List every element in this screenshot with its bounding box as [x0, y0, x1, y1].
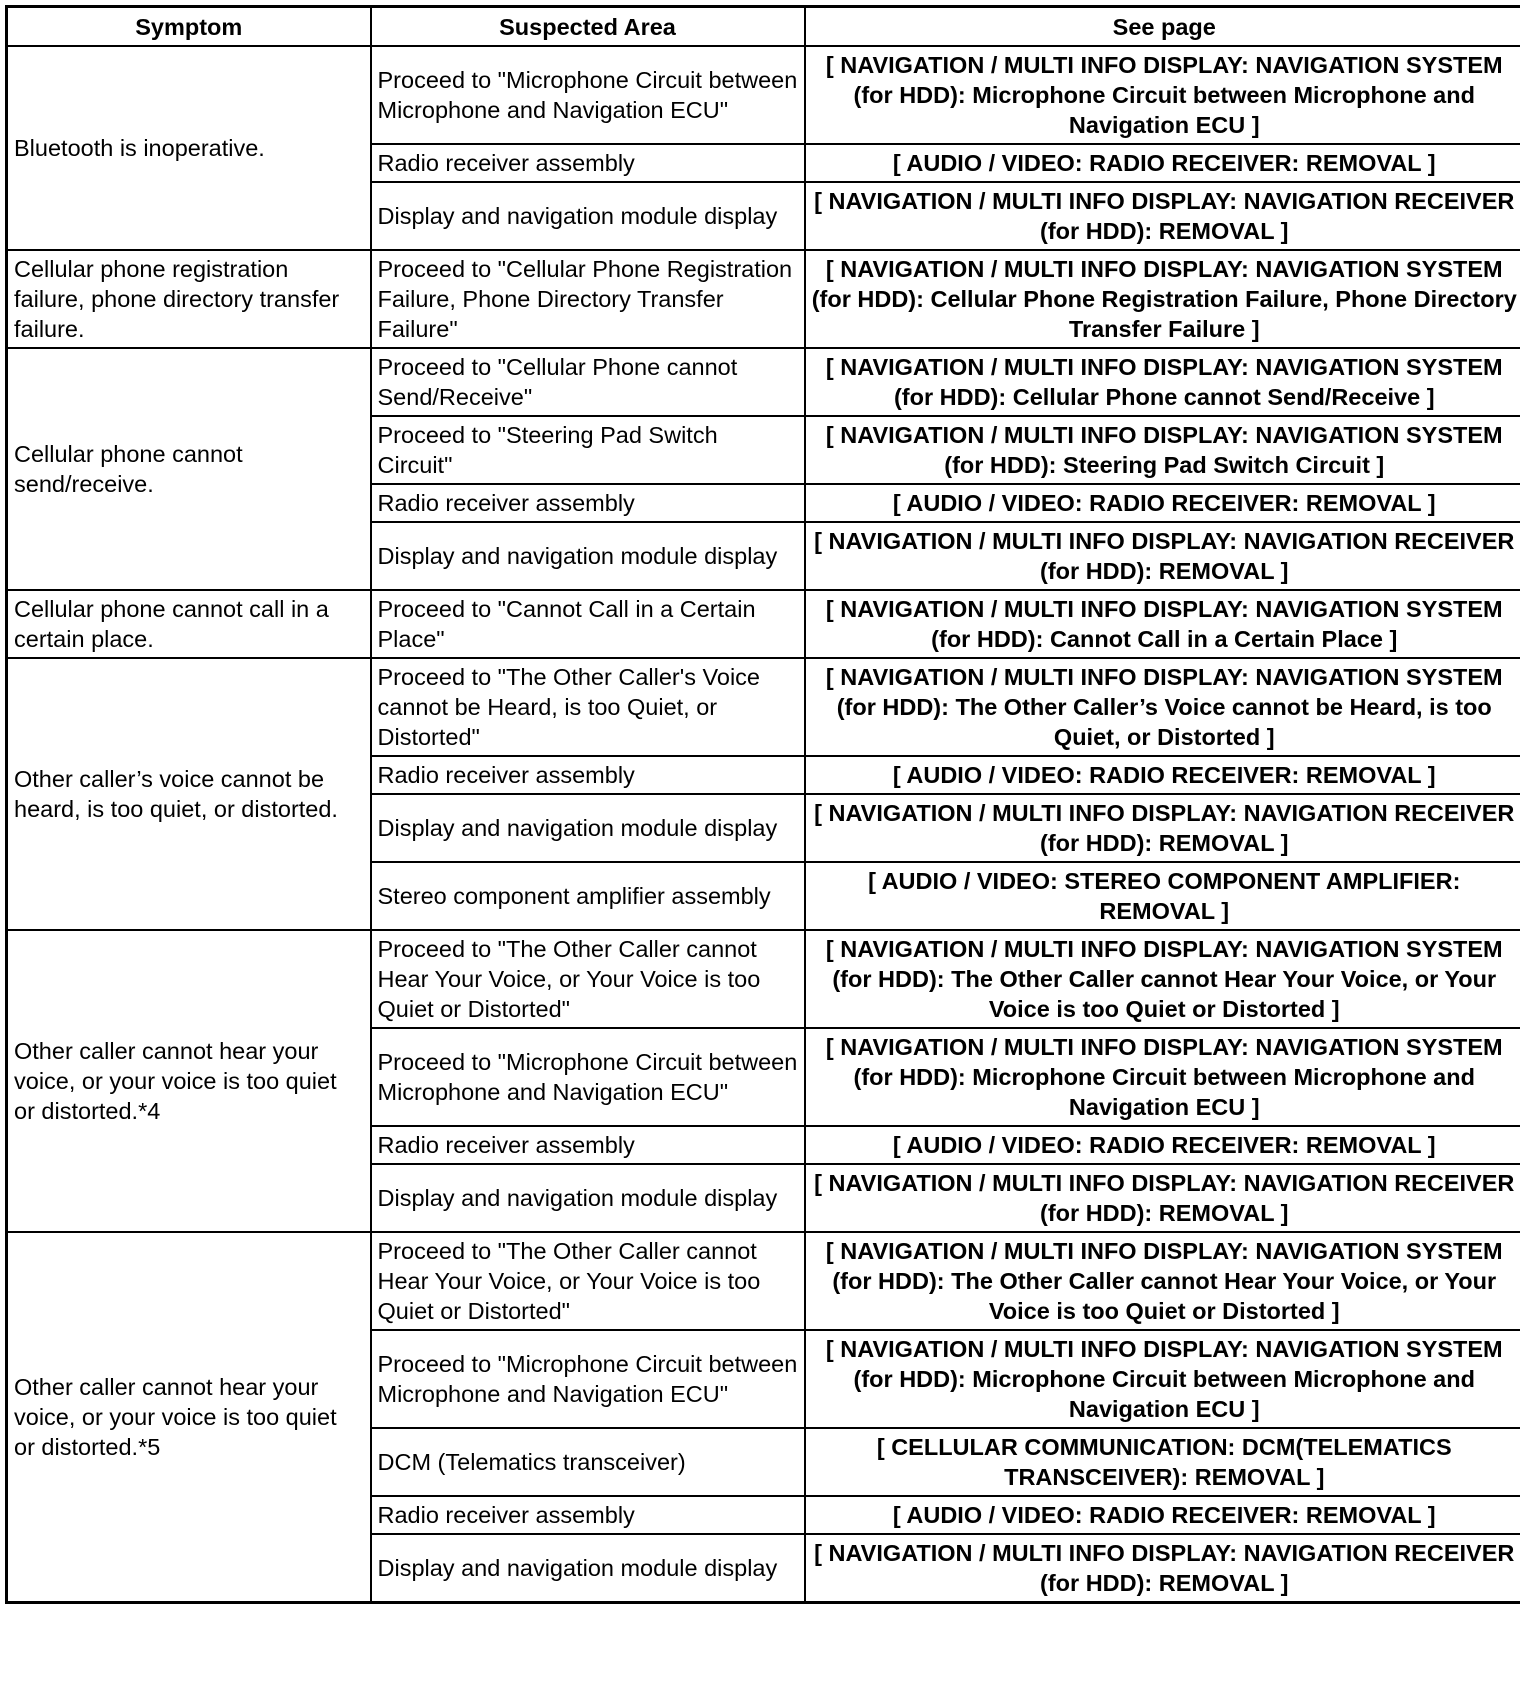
table-row — [7, 46, 1520, 144]
suspected-area-cell: Radio receiver assembly — [371, 1496, 805, 1534]
suspected-area-cell: Proceed to "Microphone Circuit between Microphone and Navigation ECU" — [371, 1330, 805, 1428]
see-page-cell: [ NAVIGATION / MULTI INFO DISPLAY: NAVIGATION SYSTEM (for HDD): Microphone Circuit between Microphone and Navigation ECU ] — [805, 1028, 1520, 1126]
see-page-cell: [ NAVIGATION / MULTI INFO DISPLAY: NAVIGATION RECEIVER (for HDD): REMOVAL ] — [805, 182, 1520, 250]
suspected-area-cell: Proceed to "Microphone Circuit between Microphone and Navigation ECU" — [371, 46, 805, 144]
suspected-area-cell: Proceed to "Cannot Call in a Certain Place" — [371, 590, 805, 658]
suspected-area-cell: Radio receiver assembly — [371, 144, 805, 182]
symptom-cell: Other caller cannot hear your voice, or your voice is too quiet or distorted.*5 — [7, 1232, 371, 1603]
suspected-area-cell: Stereo component amplifier assembly — [371, 862, 805, 930]
see-page-cell: [ AUDIO / VIDEO: RADIO RECEIVER: REMOVAL ] — [805, 1496, 1520, 1534]
see-page-cell: [ NAVIGATION / MULTI INFO DISPLAY: NAVIGATION SYSTEM (for HDD): Cannot Call in a Certain Place ] — [805, 590, 1520, 658]
suspected-area-cell: Proceed to "Steering Pad Switch Circuit" — [371, 416, 805, 484]
suspected-area-cell: Display and navigation module display — [371, 1534, 805, 1603]
see-page-cell: [ NAVIGATION / MULTI INFO DISPLAY: NAVIGATION RECEIVER (for HDD): REMOVAL ] — [805, 794, 1520, 862]
table-body — [7, 46, 1520, 1603]
see-page-cell: [ AUDIO / VIDEO: RADIO RECEIVER: REMOVAL ] — [805, 756, 1520, 794]
symptom-cell: Bluetooth is inoperative. — [7, 46, 371, 250]
see-page-cell: [ NAVIGATION / MULTI INFO DISPLAY: NAVIGATION RECEIVER (for HDD): REMOVAL ] — [805, 1164, 1520, 1232]
see-page-cell: [ AUDIO / VIDEO: RADIO RECEIVER: REMOVAL ] — [805, 1126, 1520, 1164]
see-page-cell: [ NAVIGATION / MULTI INFO DISPLAY: NAVIGATION SYSTEM (for HDD): The Other Caller cannot Hear Your Voice, or Your Voice is too Quiet or Distorted ] — [805, 930, 1520, 1028]
table-row — [7, 658, 1520, 756]
symptom-cell: Other caller’s voice cannot be heard, is too quiet, or distorted. — [7, 658, 371, 930]
header-see-page: See page — [805, 7, 1520, 47]
see-page-cell: [ NAVIGATION / MULTI INFO DISPLAY: NAVIGATION SYSTEM (for HDD): Cellular Phone Registration Failure, Phone Directory Transfer Failure ] — [805, 250, 1520, 348]
suspected-area-cell: Display and navigation module display — [371, 522, 805, 590]
header-symptom: Symptom — [7, 7, 371, 47]
suspected-area-cell: Display and navigation module display — [371, 1164, 805, 1232]
suspected-area-cell: Proceed to "The Other Caller's Voice cannot be Heard, is too Quiet, or Distorted" — [371, 658, 805, 756]
suspected-area-cell: Radio receiver assembly — [371, 1126, 805, 1164]
suspected-area-cell: Proceed to "Cellular Phone Registration Failure, Phone Directory Transfer Failure" — [371, 250, 805, 348]
see-page-cell: [ NAVIGATION / MULTI INFO DISPLAY: NAVIGATION SYSTEM (for HDD): The Other Caller’s Voice cannot be Heard, is too Quiet, or Distorted ] — [805, 658, 1520, 756]
suspected-area-cell: Radio receiver assembly — [371, 756, 805, 794]
header-suspected-area: Suspected Area — [371, 7, 805, 47]
symptom-cell: Other caller cannot hear your voice, or your voice is too quiet or distorted.*4 — [7, 930, 371, 1232]
suspected-area-cell: DCM (Telematics transceiver) — [371, 1428, 805, 1496]
suspected-area-cell: Proceed to "The Other Caller cannot Hear Your Voice, or Your Voice is too Quiet or Distorted" — [371, 930, 805, 1028]
page — [5, 5, 1520, 1604]
table-row — [7, 930, 1520, 1028]
table-row — [7, 1232, 1520, 1330]
suspected-area-cell: Display and navigation module display — [371, 794, 805, 862]
see-page-cell: [ NAVIGATION / MULTI INFO DISPLAY: NAVIGATION RECEIVER (for HDD): REMOVAL ] — [805, 1534, 1520, 1603]
see-page-cell: [ NAVIGATION / MULTI INFO DISPLAY: NAVIGATION SYSTEM (for HDD): The Other Caller cannot Hear Your Voice, or Your Voice is too Quiet or Distorted ] — [805, 1232, 1520, 1330]
table-row — [7, 348, 1520, 416]
see-page-cell: [ AUDIO / VIDEO: STEREO COMPONENT AMPLIFIER: REMOVAL ] — [805, 862, 1520, 930]
see-page-cell: [ AUDIO / VIDEO: RADIO RECEIVER: REMOVAL ] — [805, 484, 1520, 522]
see-page-cell: [ NAVIGATION / MULTI INFO DISPLAY: NAVIGATION SYSTEM (for HDD): Microphone Circuit between Microphone and Navigation ECU ] — [805, 46, 1520, 144]
header-row — [7, 7, 1520, 47]
symptom-cell: Cellular phone cannot send/receive. — [7, 348, 371, 590]
suspected-area-cell: Radio receiver assembly — [371, 484, 805, 522]
table-row — [7, 250, 1520, 348]
suspected-area-cell: Proceed to "The Other Caller cannot Hear Your Voice, or Your Voice is too Quiet or Distorted" — [371, 1232, 805, 1330]
see-page-cell: [ AUDIO / VIDEO: RADIO RECEIVER: REMOVAL ] — [805, 144, 1520, 182]
symptom-cell: Cellular phone registration failure, phone directory transfer failure. — [7, 250, 371, 348]
see-page-cell: [ NAVIGATION / MULTI INFO DISPLAY: NAVIGATION SYSTEM (for HDD): Steering Pad Switch Circuit ] — [805, 416, 1520, 484]
suspected-area-cell: Proceed to "Cellular Phone cannot Send/Receive" — [371, 348, 805, 416]
symptom-cell: Cellular phone cannot call in a certain place. — [7, 590, 371, 658]
suspected-area-cell: Proceed to "Microphone Circuit between Microphone and Navigation ECU" — [371, 1028, 805, 1126]
see-page-cell: [ NAVIGATION / MULTI INFO DISPLAY: NAVIGATION SYSTEM (for HDD): Cellular Phone cannot Send/Receive ] — [805, 348, 1520, 416]
table-row — [7, 590, 1520, 658]
symptom-table — [5, 5, 1520, 1604]
suspected-area-cell: Display and navigation module display — [371, 182, 805, 250]
see-page-cell: [ NAVIGATION / MULTI INFO DISPLAY: NAVIGATION RECEIVER (for HDD): REMOVAL ] — [805, 522, 1520, 590]
see-page-cell: [ NAVIGATION / MULTI INFO DISPLAY: NAVIGATION SYSTEM (for HDD): Microphone Circuit between Microphone and Navigation ECU ] — [805, 1330, 1520, 1428]
see-page-cell: [ CELLULAR COMMUNICATION: DCM(TELEMATICS TRANSCEIVER): REMOVAL ] — [805, 1428, 1520, 1496]
